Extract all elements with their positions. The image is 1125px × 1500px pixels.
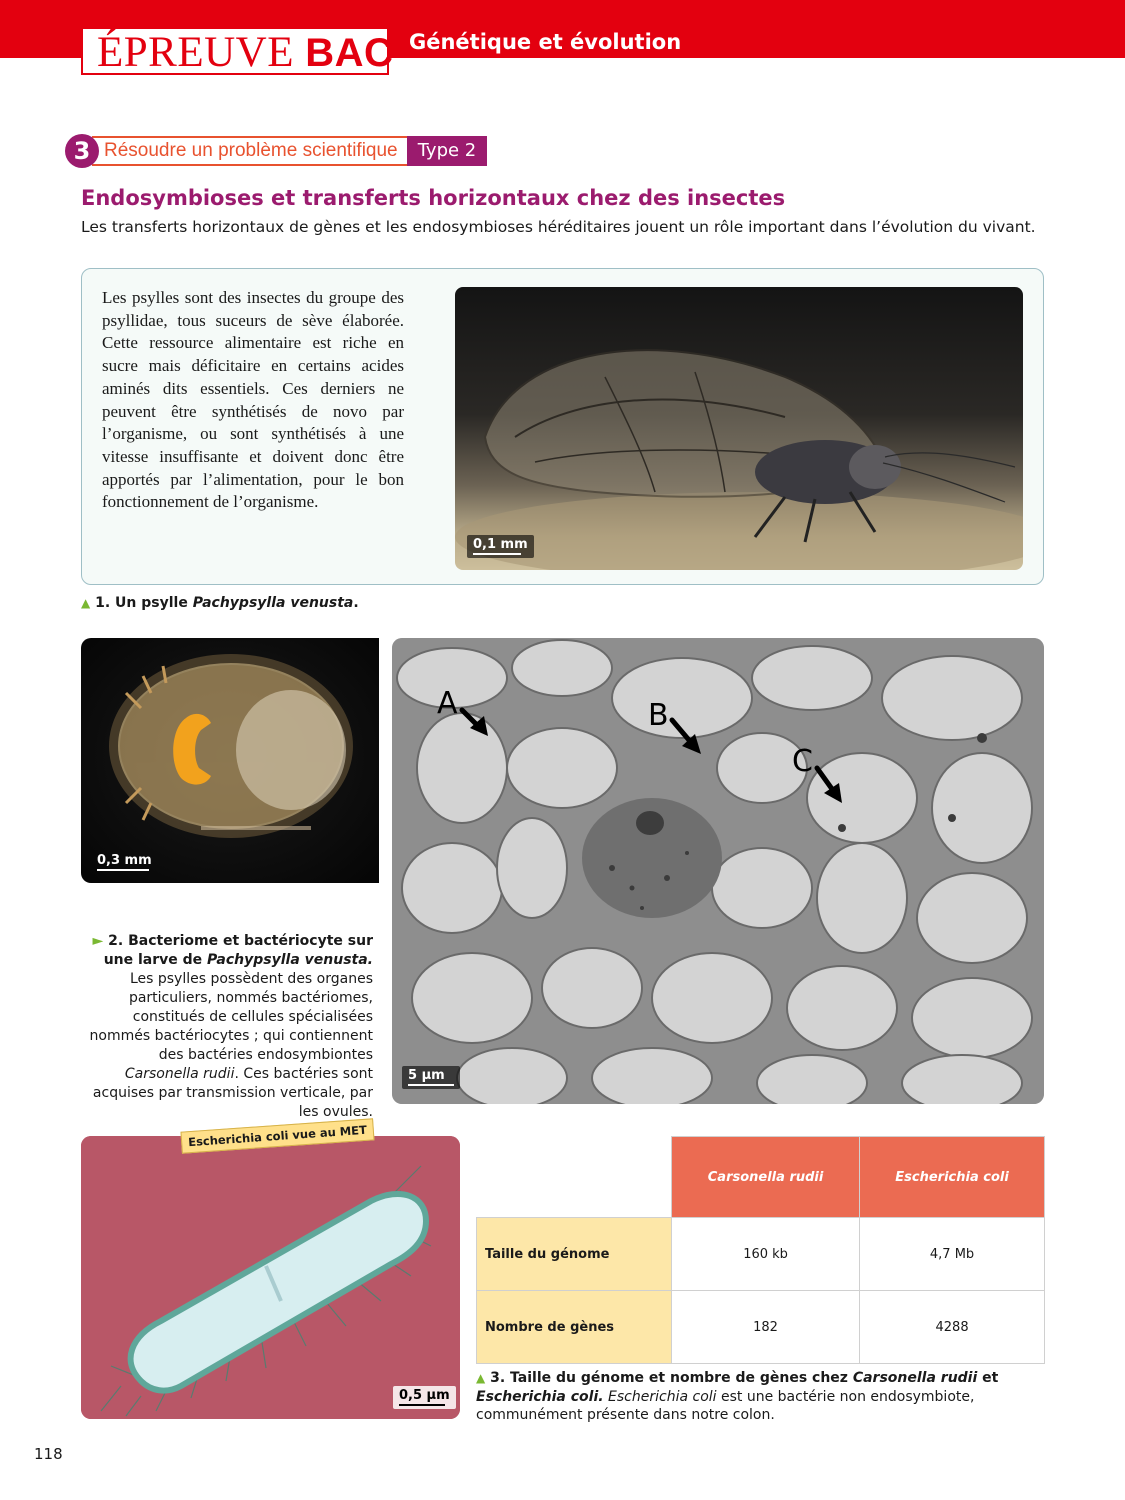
- genome-table: [476, 1136, 1045, 1364]
- doc2-met-scale-bar: 5 µm: [402, 1066, 460, 1089]
- section-label: Résoudre un problème scientifique: [92, 136, 410, 166]
- psylle-photo: [455, 287, 1023, 570]
- table-row-header: Nombre de gènes: [477, 1291, 672, 1364]
- intro-text: Les transferts horizontaux de gènes et les endosymbioses héréditaires jouent un rôle important dans l’évolution du vivant.: [81, 218, 1036, 236]
- doc3-scale-bar: 0,5 µm: [393, 1386, 456, 1409]
- table-col-header: Carsonella rudii: [672, 1137, 860, 1218]
- triangle-icon: ▲: [476, 1371, 486, 1385]
- doc1-caption: ▲ 1. Un psylle Pachypsylla venusta.: [81, 595, 359, 611]
- met-label-c: C: [792, 744, 813, 779]
- table-cell: 4288: [860, 1291, 1045, 1364]
- table-row: [477, 1218, 1045, 1291]
- badge-strong: BAC: [305, 31, 394, 75]
- page-number: 118: [34, 1445, 63, 1463]
- table-cell: 4,7 Mb: [860, 1218, 1045, 1291]
- triangle-icon: ▲: [81, 596, 91, 610]
- table-row: [477, 1291, 1045, 1364]
- table-col-header: Escherichia coli: [860, 1137, 1045, 1218]
- table-cell: 182: [672, 1291, 860, 1364]
- ecoli-photo: [81, 1136, 460, 1419]
- section-type: Type 2: [407, 136, 487, 166]
- psylle-illustration: [455, 287, 1023, 570]
- met-label-a: A: [437, 686, 458, 721]
- ecoli-illustration: [81, 1136, 460, 1419]
- table-row-header: Taille du génome: [477, 1218, 672, 1291]
- arrow-right-icon: ►: [92, 933, 104, 949]
- doc1-scale-bar: 0,1 mm: [467, 535, 534, 558]
- page-title: Endosymbioses et transferts horizontaux chez des insectes: [81, 186, 786, 210]
- header-subject: Génétique et évolution: [409, 30, 682, 54]
- larva-illustration: [81, 638, 379, 883]
- doc3-caption: ▲ 3. Taille du génome et nombre de gènes chez Carsonella rudii et Escherichia coli. Escherichia coli est une bactérie non endosymbiote, communément présente dans notre colon.: [476, 1370, 999, 1423]
- ecoli-tag: Escherichia coli vue au MET: [180, 1118, 374, 1153]
- met-micrograph: [392, 638, 1044, 1104]
- table-cell: 160 kb: [672, 1218, 860, 1291]
- doc2-caption: ► 2. Bacteriome et bactériocyte sur une larve de Pachypsylla venusta. Les psylles possèdent des organes particuliers, nommés bactériomes, constitués de cellules spécialisées nommés bactériocytes ; qui contiennent des bactéries endosymbiontes Carsonella rudii. Ces bactéries sont acquises par transmission verticale, par les ovules.: [89, 933, 373, 1120]
- epreuve-bac-badge: [81, 27, 394, 76]
- table-corner: [477, 1137, 672, 1218]
- met-illustration: [392, 638, 1044, 1104]
- table-header-row: [477, 1137, 1045, 1218]
- section-number: 3: [65, 134, 99, 168]
- doc2-larva-scale-bar: 0,3 mm: [91, 851, 158, 874]
- larva-photo: [81, 638, 379, 883]
- met-label-b: B: [648, 698, 669, 733]
- badge-prefix: ÉPREUVE: [97, 29, 294, 76]
- doc1-text: Les psylles sont des insectes du groupe des psyllidae, tous suceurs de sève élaborée. Cette ressource alimentaire est riche en sucre mais déficitaire en certains acides aminés dits essentiels. Ces derniers ne peuvent être synthétisés de novo par l’organisme, ou sont synthétisés à une vitesse insuffisante et doivent donc être apportés par l’alimentation, pour le bon fonctionnement de l’organisme.: [102, 288, 404, 512]
